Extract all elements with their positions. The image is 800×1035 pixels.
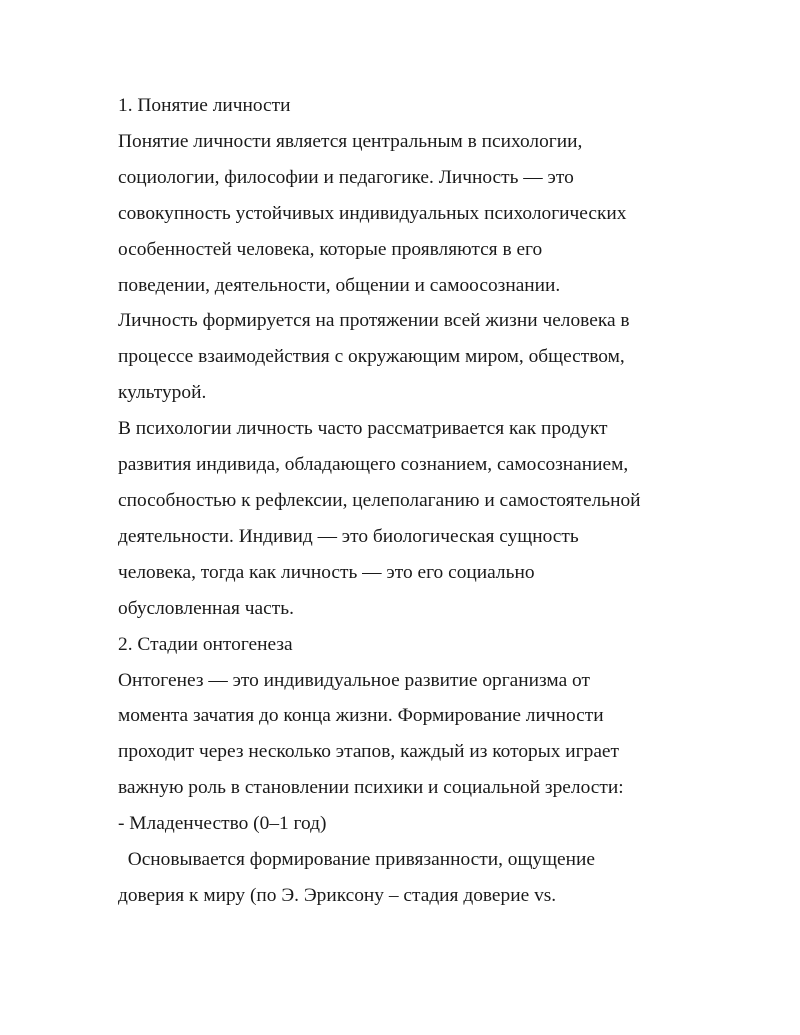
paragraph-line: процессе взаимодействия с окружающим миром, обществом, xyxy=(118,346,625,368)
paragraph-line: проходит через несколько этапов, каждый из которых играет xyxy=(118,741,620,763)
paragraph-line: Основывается формирование привязанности, ощущение xyxy=(118,849,596,871)
paragraph-line: совокупность устойчивых индивидуальных психологических xyxy=(118,202,627,224)
paragraph-line: развития индивида, обладающего сознанием, самосознанием, xyxy=(118,454,629,476)
paragraph-line: момента зачатия до конца жизни. Формирование личности xyxy=(118,705,604,727)
paragraph-line: деятельности. Индивид — это биологическая сущность xyxy=(118,525,579,547)
document-body xyxy=(118,88,718,914)
paragraph-line: Личность формируется на протяжении всей жизни человека в xyxy=(118,310,630,332)
paragraph-line: человека, тогда как личность — это его социально xyxy=(118,561,535,583)
paragraph-line: поведении, деятельности, общении и самоосознании. xyxy=(118,274,561,296)
heading-section-1: 1. Понятие личности xyxy=(118,95,291,116)
paragraph-line: особенностей человека, которые проявляются в его xyxy=(118,238,543,260)
paragraph-line: В психологии личность часто рассматривается как продукт xyxy=(118,418,608,440)
paragraph-line: культурой. xyxy=(118,382,207,404)
list-item-line: - Младенчество (0–1 год) xyxy=(118,813,327,835)
paragraph-line: способностью к рефлексии, целеполаганию и самостоятельной xyxy=(118,489,641,511)
paragraph-line: социологии, философии и педагогике. Личность — это xyxy=(118,166,574,188)
paragraph-line: Понятие личности является центральным в психологии, xyxy=(118,130,583,152)
paragraph-line: доверия к миру (по Э. Эриксону – стадия доверие vs. xyxy=(118,884,557,906)
paragraph-line: важную роль в становлении психики и социальной зрелости: xyxy=(118,777,624,799)
heading-section-2: 2. Стадии онтогенеза xyxy=(118,633,293,655)
paragraph-line: обусловленная часть. xyxy=(118,597,294,619)
paragraph-line: Онтогенез — это индивидуальное развитие организма от xyxy=(118,669,590,691)
